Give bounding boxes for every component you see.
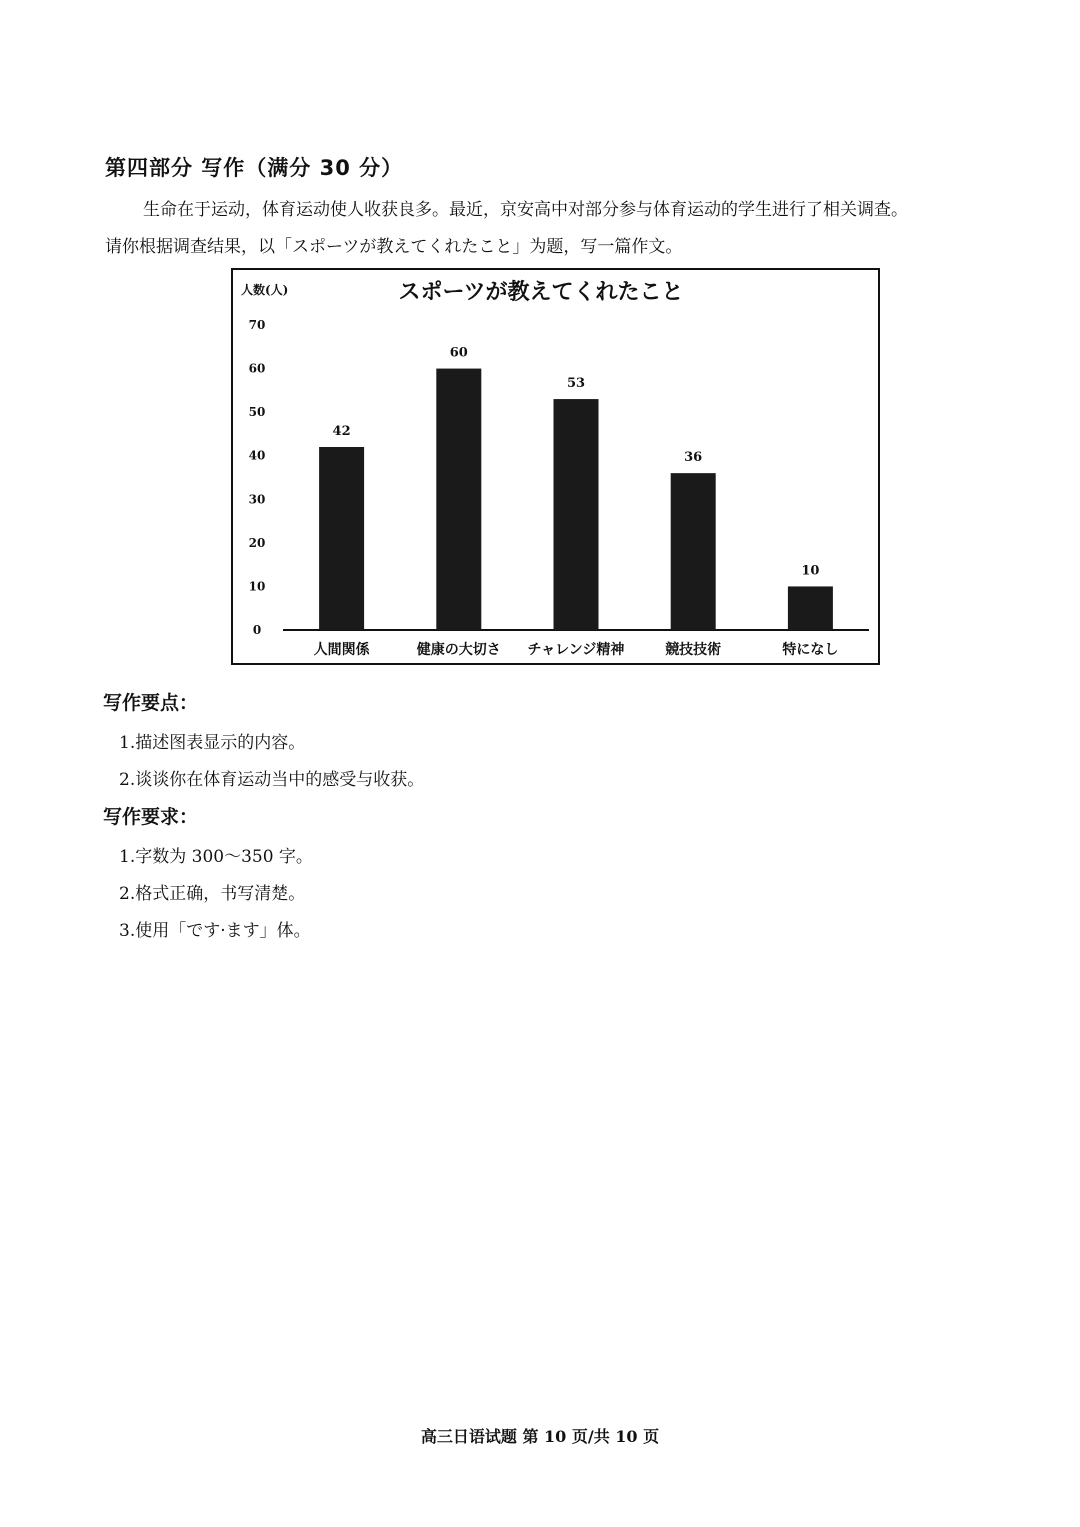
intro-line-2: 请你根据调查结果，以「スポーツが教えてくれたこと」为题，写一篇作文。: [105, 237, 683, 257]
requirements-item-2: 2.格式正确，书写清楚。: [119, 884, 306, 904]
y-tick-label: 40: [248, 448, 266, 463]
data-label: 60: [449, 345, 468, 361]
intro-line-1: 生命在于运动，体育运动使人收获良多。最近，京安高中对部分参与体育运动的学生进行了相关调查。: [143, 200, 908, 220]
y-tick-label: 0: [252, 623, 262, 637]
points-item-1: 1.描述图表显示的内容。: [119, 733, 306, 753]
x-tick-label: 健康の大切さ: [416, 642, 501, 658]
bar: [554, 399, 599, 630]
points-heading: 写作要点：: [103, 692, 199, 714]
y-tick-label: 50: [248, 405, 266, 420]
chart-title: スポーツが教えてくれたこと: [398, 279, 684, 305]
data-label: 10: [801, 563, 820, 579]
data-label: 53: [566, 376, 586, 392]
bar: [788, 586, 833, 630]
x-tick-label: 人間関係: [313, 642, 370, 658]
x-tick-label: 特になし: [782, 642, 839, 658]
x-tick-label: 競技技術: [665, 642, 722, 658]
requirements-item-3: 3.使用「です·ます」体。: [119, 921, 311, 941]
data-label: 42: [332, 424, 351, 439]
y-tick-label: 70: [248, 318, 266, 332]
bar-chart: [231, 268, 880, 665]
bar: [436, 369, 481, 630]
points-item-2: 2.谈谈你在体育运动当中的感受与收获。: [119, 770, 425, 790]
y-tick-label: 20: [248, 535, 266, 550]
requirements-heading: 写作要求：: [103, 806, 199, 828]
y-axis-label: 人数(人): [241, 283, 289, 297]
page-footer: 高三日语试题 第 10 页/共 10 页: [420, 1427, 660, 1446]
x-tick-label: チャレンジ精神: [527, 642, 625, 658]
chart-svg: [233, 270, 878, 663]
bar: [671, 473, 716, 630]
requirements-item-1: 1.字数为 300～350 字。: [119, 847, 313, 867]
y-tick-label: 30: [248, 492, 266, 507]
section-title: 第四部分 写作（满分 30 分）: [105, 156, 404, 180]
data-label: 36: [684, 450, 703, 466]
bar: [319, 447, 364, 630]
y-tick-label: 10: [248, 579, 266, 594]
y-tick-label: 60: [248, 361, 266, 376]
